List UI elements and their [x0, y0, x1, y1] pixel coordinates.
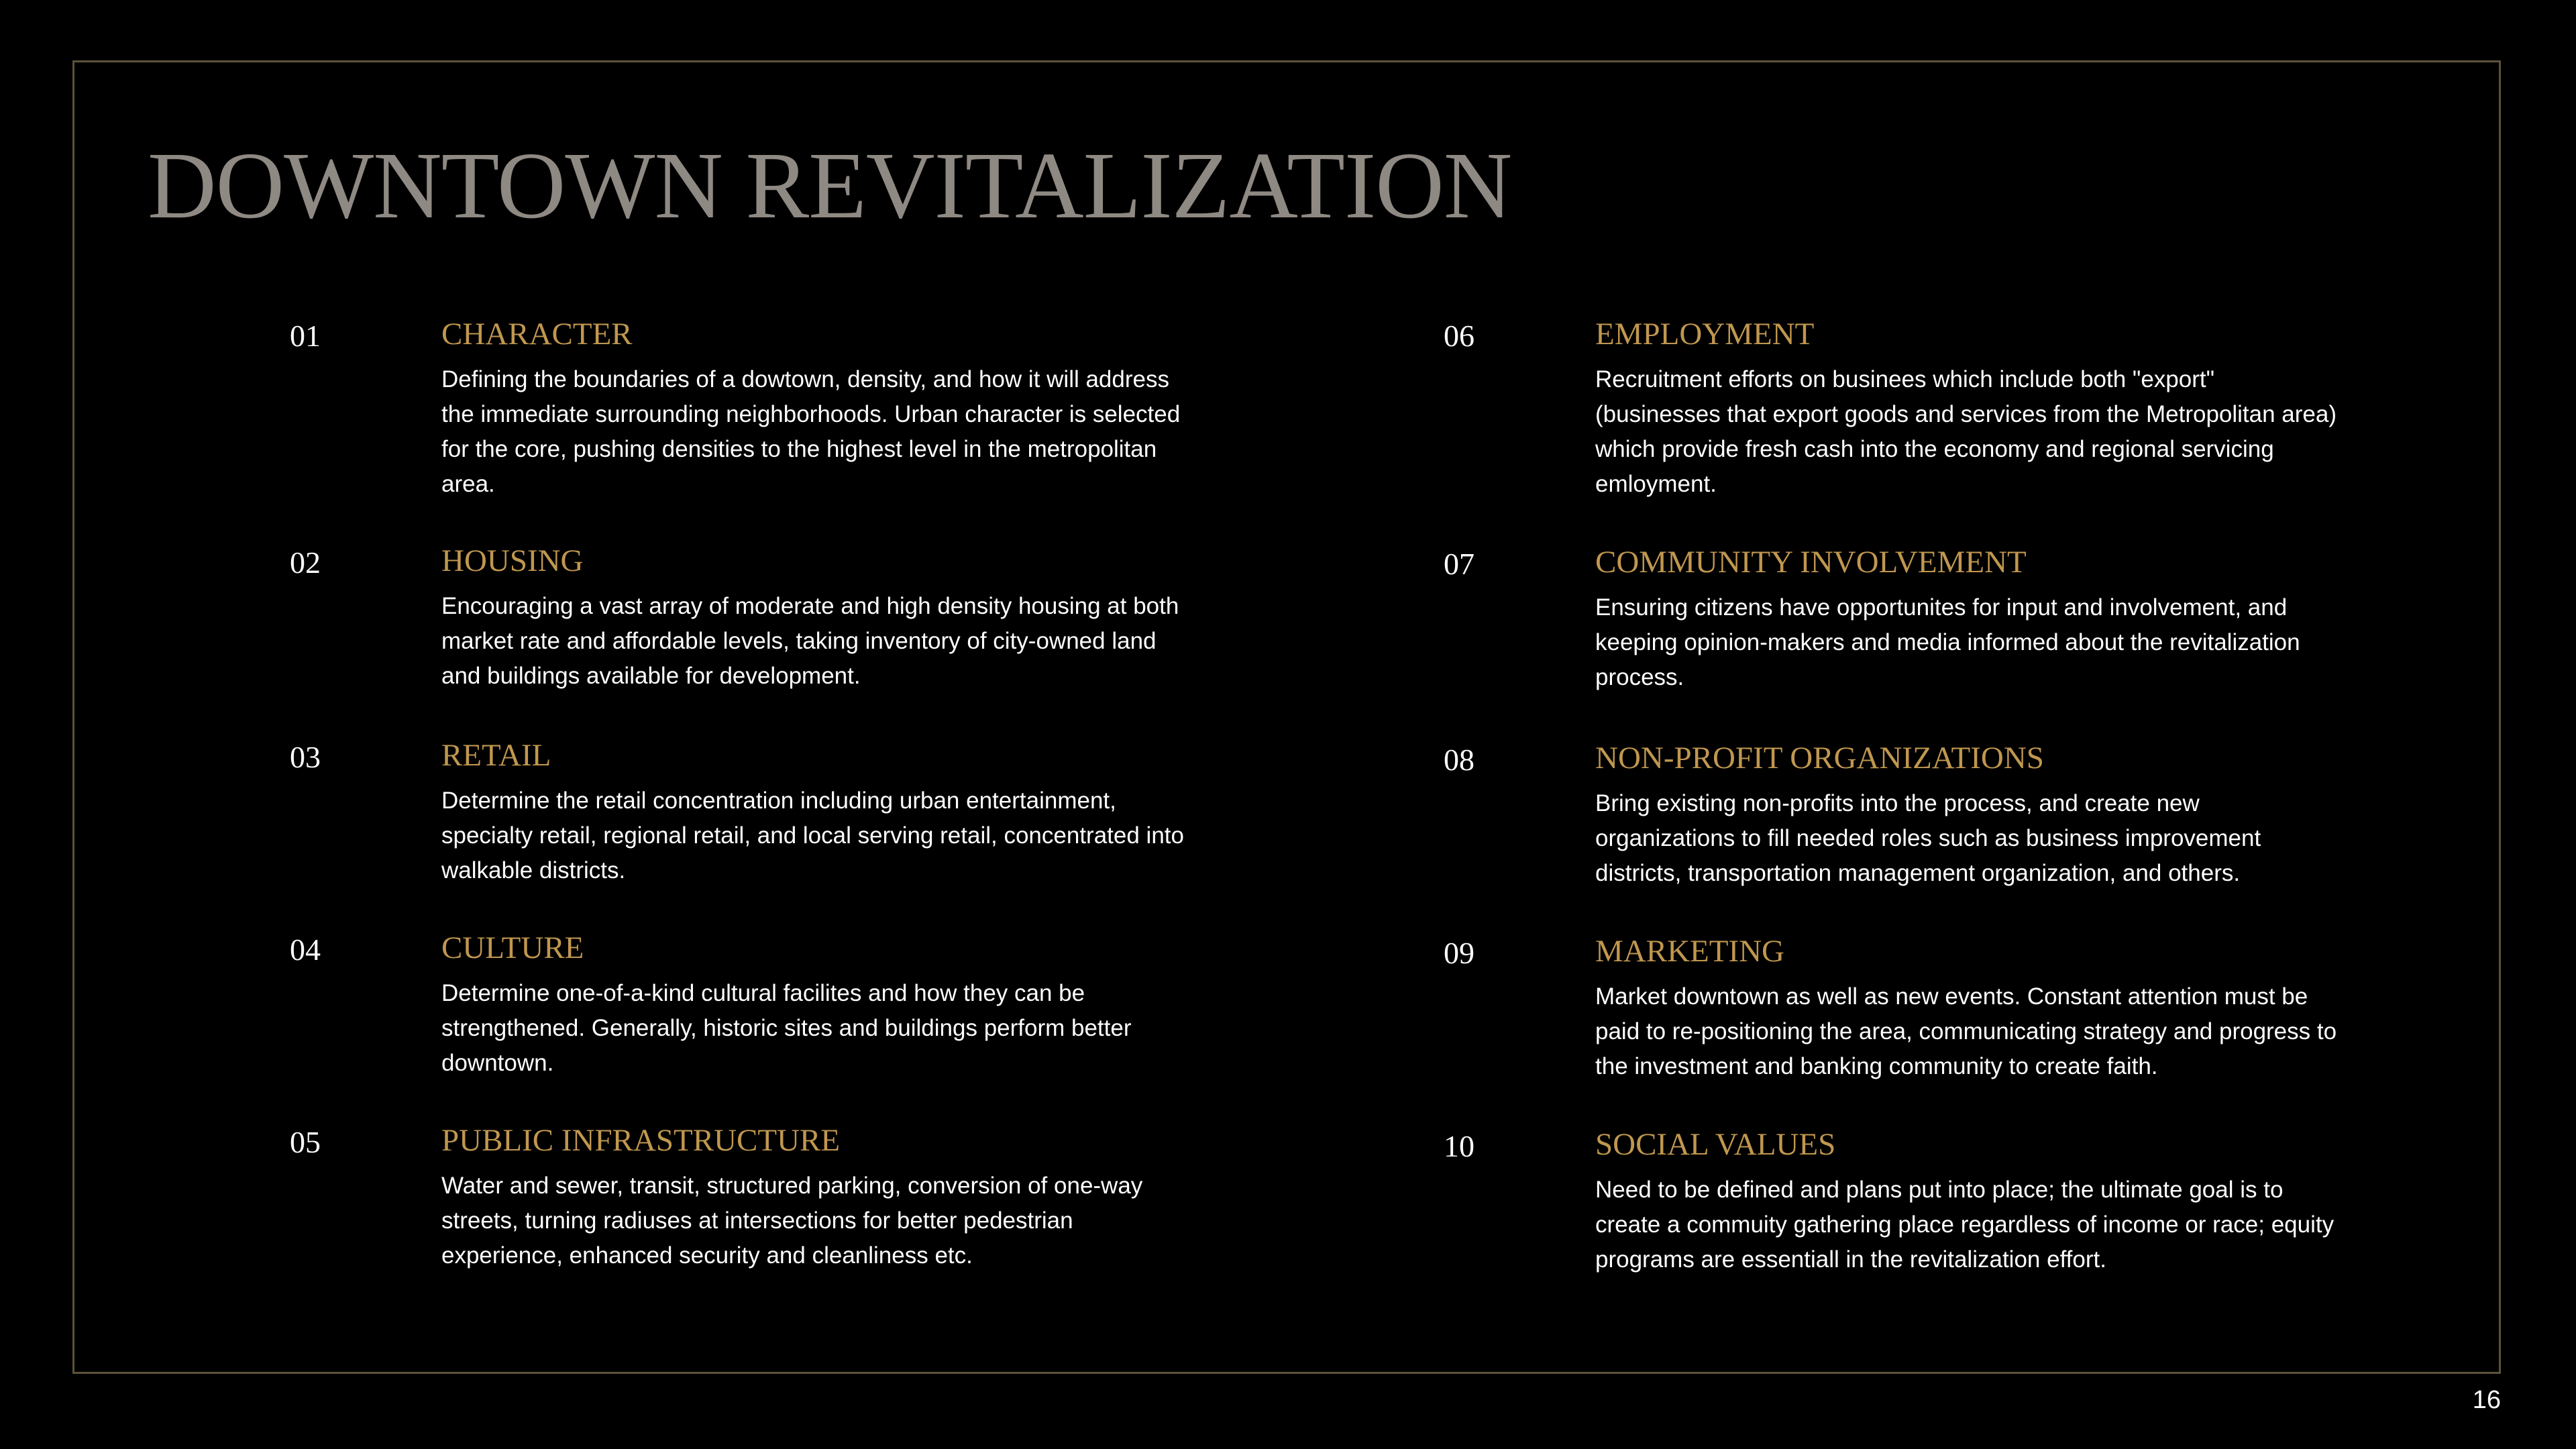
item-number: 05 [290, 1125, 321, 1159]
item-heading: RETAIL [441, 738, 551, 773]
item-number: 03 [290, 740, 321, 774]
item-heading: NON-PROFIT ORGANIZATIONS [1595, 741, 2044, 775]
item-heading: HOUSING [441, 543, 584, 578]
item-content [441, 1122, 1186, 1273]
item-number: 08 [1444, 743, 1474, 777]
item-content [1595, 1126, 2340, 1277]
item-heading: PUBLIC INFRASTRUCTURE [441, 1123, 841, 1158]
item-description: Recruitment efforts on businees which include both "export" (businesses that export goods and services from the Metropolitan area) which provide fresh cash into the economy and regional servicing emloyment. [1595, 366, 2337, 497]
item-heading: MARKETING [1595, 934, 1784, 969]
item-description: Water and sewer, transit, structured parking, conversion of one-way streets, turning radiuses at intersections for better pedestrian experience, enhanced security and cleanliness etc. [441, 1173, 1143, 1269]
item-content [1595, 543, 2340, 695]
item-description: Encouraging a vast array of moderate and high density housing at both market rate and affordable levels, taking inventory of city-owned land and buildings available for development. [441, 593, 1179, 689]
item-description: Need to be defined and plans put into place; the ultimate goal is to create a commuity gathering place regardless of income or race; equity programs are essentiall in the revitalization effort. [1595, 1177, 2334, 1273]
item-content [1595, 932, 2340, 1084]
item-description: Defining the boundaries of a dowtown, density, and how it will address the immediate surrounding neighborhoods. Urban character is selected for the core, pushing densities to the highest level in the metropolitan area. [441, 366, 1181, 497]
item-description: Ensuring citizens have opportunites for input and involvement, and keeping opinion-makers and media informed about the revitalization process. [1595, 594, 2300, 690]
item-content [441, 737, 1186, 888]
item-number: 06 [1444, 319, 1474, 353]
page-number: 16 [2472, 1386, 2501, 1414]
item-heading: SOCIAL VALUES [1595, 1127, 1836, 1162]
item-content [441, 929, 1186, 1081]
item-heading: CHARACTER [441, 317, 633, 352]
page-title: DOWNTOWN REVITALIZATION [148, 132, 1512, 238]
item-content [1595, 739, 2340, 891]
item-number: 04 [290, 932, 321, 967]
item-number: 09 [1444, 936, 1474, 970]
item-description: Determine the retail concentration including urban entertainment, specialty retail, regional retail, and local serving retail, concentrated into walkable districts. [441, 788, 1184, 883]
item-description: Bring existing non-profits into the process, and create new organizations to fill needed roles such as business improvement districts, transportation management organization, and others. [1595, 790, 2261, 886]
item-content [1595, 315, 2340, 502]
item-content [441, 542, 1186, 694]
item-heading: EMPLOYMENT [1595, 317, 1815, 352]
item-heading: CULTURE [441, 930, 584, 965]
item-number: 07 [1444, 547, 1474, 581]
item-description: Determine one-of-a-kind cultural facilites and how they can be strengthened. Generally, historic sites and buildings perform better downtown. [441, 980, 1132, 1076]
item-heading: COMMUNITY INVOLVEMENT [1595, 545, 2027, 580]
item-description: Market downtown as well as new events. Constant attention must be paid to re-positioning the area, communicating strategy and progress to the investment and banking community to create faith. [1595, 983, 2337, 1079]
item-content [441, 315, 1186, 502]
item-number: 02 [290, 545, 321, 580]
item-number: 10 [1444, 1129, 1474, 1163]
item-number: 01 [290, 319, 321, 353]
